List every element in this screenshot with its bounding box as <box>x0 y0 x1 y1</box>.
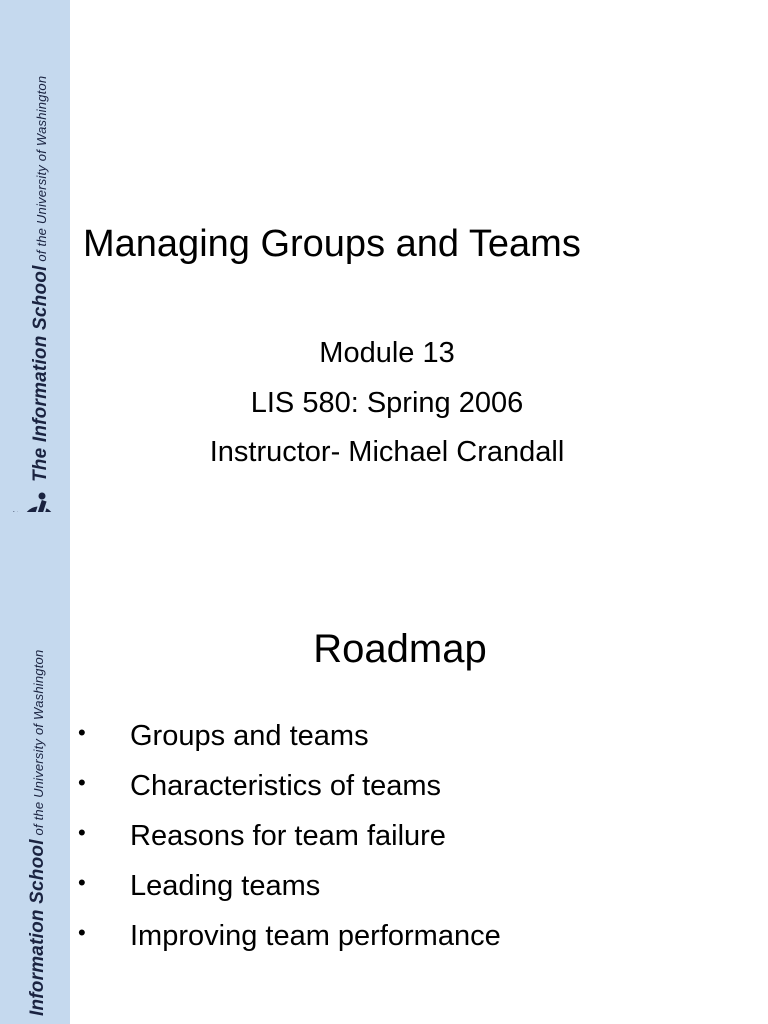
list-item <box>78 766 758 806</box>
information-school-logo-icon <box>6 490 70 512</box>
list-item <box>78 916 758 956</box>
bullet-icon: • <box>78 920 86 945</box>
instructor-line: Instructor- Michael Crandall <box>209 436 565 468</box>
module-line: Module 13 <box>319 337 455 369</box>
list-item <box>78 816 758 856</box>
list-item-text: Characteristics of teams <box>130 770 442 802</box>
list-item-text: Reasons for team failure <box>130 820 446 852</box>
school-name-bold: Information School <box>27 839 48 1016</box>
bullet-icon: • <box>78 770 86 795</box>
list-item-text: Groups and teams <box>130 720 369 752</box>
school-name-bold: The Information School <box>30 265 51 482</box>
bullet-icon: • <box>78 820 86 845</box>
school-name-rest: of the University of Washington <box>34 75 49 266</box>
slide-title: Managing Groups and Teams <box>83 223 581 265</box>
list-item <box>78 716 758 756</box>
roadmap-list <box>0 512 768 1024</box>
roadmap-title: Roadmap <box>313 627 487 671</box>
course-line: LIS 580: Spring 2006 <box>250 387 524 419</box>
list-item-text: Improving team performance <box>130 920 501 952</box>
roadmap-slide <box>0 512 768 1024</box>
bullet-icon: • <box>78 720 86 745</box>
side-band <box>0 0 70 512</box>
bullet-icon: • <box>78 870 86 895</box>
school-vertical-text <box>30 76 52 482</box>
list-item-text: Leading teams <box>130 870 321 902</box>
school-name-rest: of the University of Washington <box>31 649 46 840</box>
list-item <box>78 866 758 906</box>
